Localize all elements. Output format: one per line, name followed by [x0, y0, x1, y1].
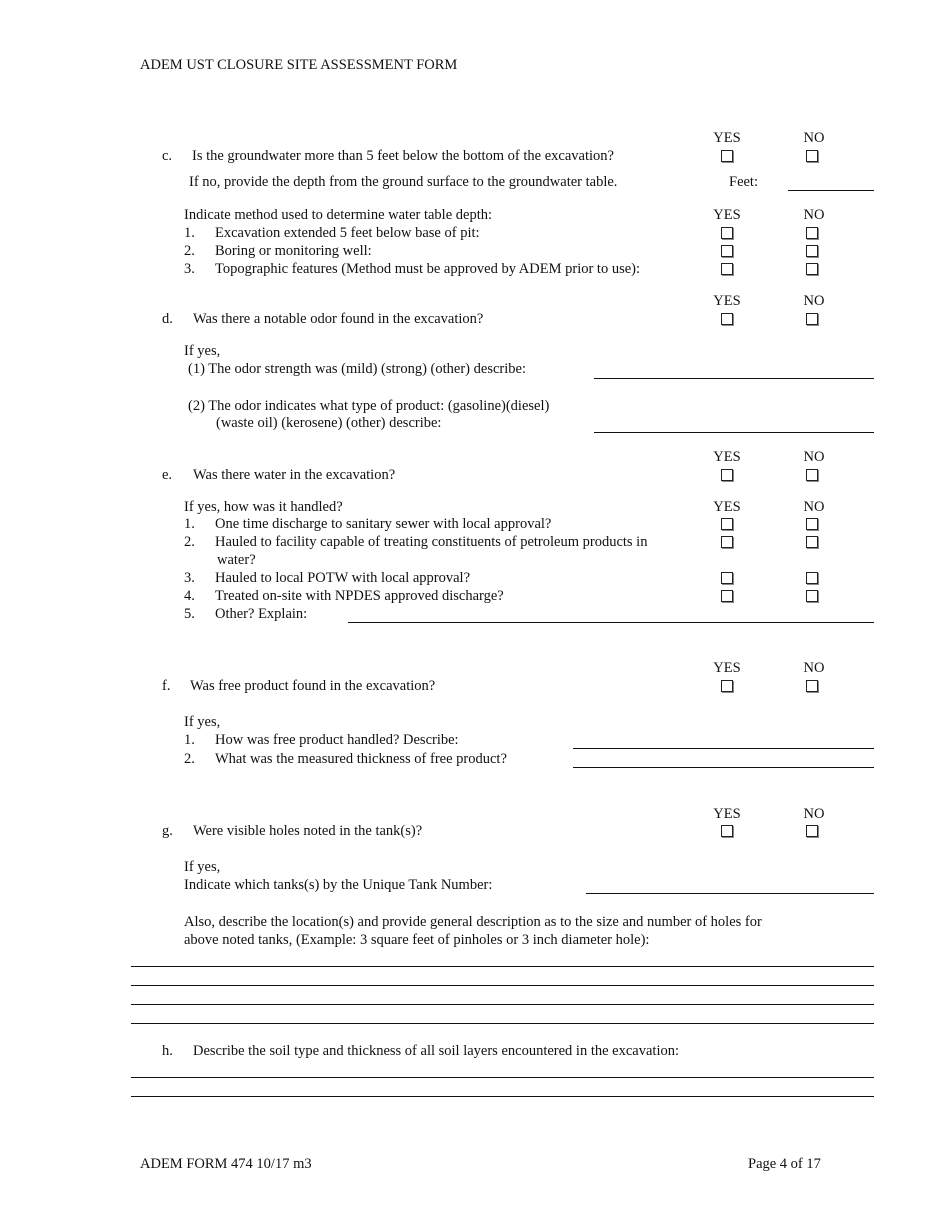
section-f-if-yes: If yes,	[184, 714, 221, 730]
f-yes-checkbox[interactable]	[721, 680, 733, 692]
holes-description-line[interactable]	[131, 1023, 874, 1024]
section-d-item2-line2: (waste oil) (kerosene) (other) describe:	[216, 415, 442, 431]
holes-description-line[interactable]	[131, 966, 874, 967]
d-no-checkbox[interactable]	[806, 313, 818, 325]
f-no-checkbox[interactable]	[806, 680, 818, 692]
section-e-question: Was there water in the excavation?	[193, 467, 396, 483]
section-h-letter: h.	[162, 1043, 173, 1059]
soil-description-line[interactable]	[131, 1077, 874, 1078]
yes-label: YES	[713, 207, 741, 223]
free-product-thickness-line[interactable]	[573, 767, 874, 768]
c2-no-checkbox[interactable]	[806, 245, 818, 257]
e3-no-checkbox[interactable]	[806, 572, 818, 584]
e-item-text-continued: water?	[217, 552, 256, 568]
c-no-checkbox[interactable]	[806, 150, 818, 162]
holes-description-line[interactable]	[131, 985, 874, 986]
c3-no-checkbox[interactable]	[806, 263, 818, 275]
e-item-text: Hauled to facility capable of treating constituents of petroleum products in	[215, 534, 648, 550]
c-yes-checkbox[interactable]	[721, 150, 733, 162]
c-item-num: 3.	[184, 261, 195, 277]
e-item-text: Treated on-site with NPDES approved discharge?	[215, 588, 504, 604]
free-product-handled-line[interactable]	[573, 748, 874, 749]
yes-label: YES	[713, 130, 741, 146]
feet-input-line[interactable]	[788, 190, 874, 191]
c-item-num: 2.	[184, 243, 195, 259]
section-c-question: Is the groundwater more than 5 feet below the bottom of the excavation?	[192, 148, 614, 164]
e-no-checkbox[interactable]	[806, 469, 818, 481]
other-explain-line[interactable]	[348, 622, 874, 623]
no-label: NO	[803, 130, 825, 146]
c-item-num: 1.	[184, 225, 195, 241]
yes-label: YES	[713, 660, 741, 676]
f-item-text: How was free product handled? Describe:	[215, 732, 459, 748]
no-label: NO	[803, 207, 825, 223]
c-item-text: Topographic features (Method must be approved by ADEM prior to use):	[215, 261, 641, 277]
e-item-num: 5.	[184, 606, 195, 622]
e4-no-checkbox[interactable]	[806, 590, 818, 602]
section-h-question: Describe the soil type and thickness of all soil layers encountered in the excavation:	[193, 1043, 679, 1059]
section-c-if-no: If no, provide the depth from the ground surface to the groundwater table.	[189, 174, 618, 190]
e1-yes-checkbox[interactable]	[721, 518, 733, 530]
e4-yes-checkbox[interactable]	[721, 590, 733, 602]
section-g-if-yes: If yes,	[184, 859, 221, 875]
feet-label: Feet:	[729, 174, 758, 190]
section-g-indicate: Indicate which tanks(s) by the Unique Tank Number:	[184, 877, 493, 893]
d-yes-checkbox[interactable]	[721, 313, 733, 325]
yes-label: YES	[713, 449, 741, 465]
e-item-num: 2.	[184, 534, 195, 550]
soil-description-line[interactable]	[131, 1096, 874, 1097]
section-f-letter: f.	[162, 678, 171, 694]
holes-description-line[interactable]	[131, 1004, 874, 1005]
section-d-question: Was there a notable odor found in the excavation?	[193, 311, 484, 327]
section-d-item2-line1: (2) The odor indicates what type of product: (gasoline)(diesel)	[188, 398, 550, 414]
no-label: NO	[803, 660, 825, 676]
e2-yes-checkbox[interactable]	[721, 536, 733, 548]
section-c-letter: c.	[162, 148, 173, 164]
f-item-text: What was the measured thickness of free product?	[215, 751, 507, 767]
e-item-text: One time discharge to sanitary sewer with local approval?	[215, 516, 552, 532]
g-yes-checkbox[interactable]	[721, 825, 733, 837]
yes-label: YES	[713, 806, 741, 822]
e-item-num: 4.	[184, 588, 195, 604]
e-item-text: Other? Explain:	[215, 606, 308, 622]
e-item-num: 1.	[184, 516, 195, 532]
section-e-letter: e.	[162, 467, 173, 483]
no-label: NO	[803, 293, 825, 309]
odor-product-line[interactable]	[594, 432, 874, 433]
c1-no-checkbox[interactable]	[806, 227, 818, 239]
e-item-num: 3.	[184, 570, 195, 586]
section-g-letter: g.	[162, 823, 173, 839]
c-item-text: Boring or monitoring well:	[215, 243, 372, 259]
c-item-text: Excavation extended 5 feet below base of pit:	[215, 225, 480, 241]
f-item-num: 1.	[184, 732, 195, 748]
no-label: NO	[803, 449, 825, 465]
section-c-method-intro: Indicate method used to determine water table depth:	[184, 207, 493, 223]
e-item-text: Hauled to local POTW with local approval?	[215, 570, 471, 586]
c3-yes-checkbox[interactable]	[721, 263, 733, 275]
section-e-if-yes: If yes, how was it handled?	[184, 499, 343, 515]
section-f-question: Was free product found in the excavation?	[190, 678, 436, 694]
c2-yes-checkbox[interactable]	[721, 245, 733, 257]
f-item-num: 2.	[184, 751, 195, 767]
e1-no-checkbox[interactable]	[806, 518, 818, 530]
tank-number-line[interactable]	[586, 893, 874, 894]
section-d-item1: (1) The odor strength was (mild) (strong) (other) describe:	[188, 361, 526, 377]
form-id: ADEM FORM 474 10/17 m3	[140, 1156, 312, 1172]
yes-label: YES	[713, 499, 741, 515]
c1-yes-checkbox[interactable]	[721, 227, 733, 239]
page-number: Page 4 of 17	[748, 1156, 821, 1172]
odor-strength-line[interactable]	[594, 378, 874, 379]
section-d-if-yes: If yes,	[184, 343, 221, 359]
e2-no-checkbox[interactable]	[806, 536, 818, 548]
section-g-also-line1: Also, describe the location(s) and provide general description as to the size and number of holes for	[184, 914, 762, 930]
form-title: ADEM UST CLOSURE SITE ASSESSMENT FORM	[140, 57, 458, 73]
no-label: NO	[803, 499, 825, 515]
e-yes-checkbox[interactable]	[721, 469, 733, 481]
section-g-also-line2: above noted tanks, (Example: 3 square feet of pinholes or 3 inch diameter hole):	[184, 932, 650, 948]
no-label: NO	[803, 806, 825, 822]
section-d-letter: d.	[162, 311, 173, 327]
g-no-checkbox[interactable]	[806, 825, 818, 837]
e3-yes-checkbox[interactable]	[721, 572, 733, 584]
yes-label: YES	[713, 293, 741, 309]
section-g-question: Were visible holes noted in the tank(s)?	[193, 823, 423, 839]
